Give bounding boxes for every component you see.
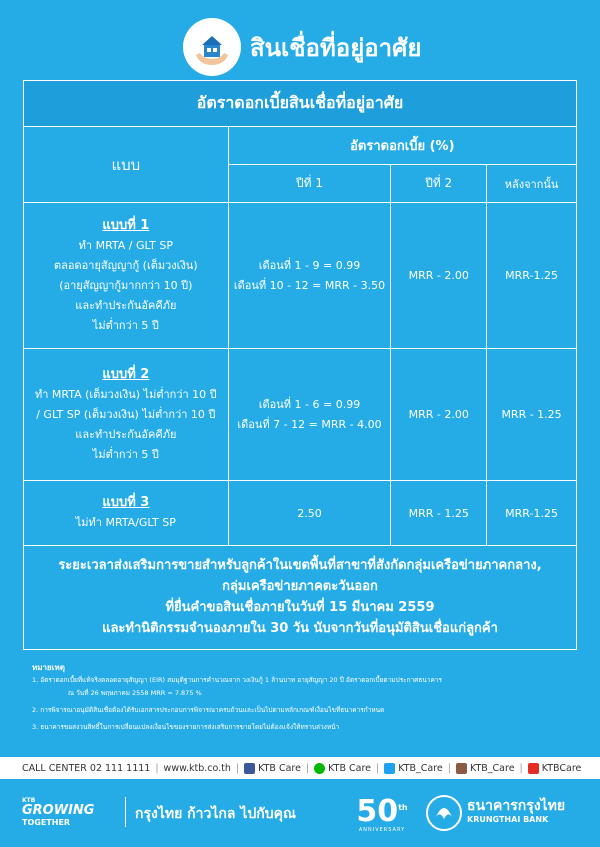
growing-together-logo: [22, 797, 122, 827]
remark-item: 2. การพิจารณาอนุมัติสินเชื่อต้องได้รับเอกสารประกอบการพิจารณาครบถ้วนและเป็นไปตามหลักเกณฑ์เงื่อนไขที่ธนาคารกำหนด: [32, 706, 385, 714]
year1-line: เดือนที่ 1 - 9 = 0.99: [258, 258, 361, 272]
plan-cell: [24, 481, 229, 546]
after-cell: MRR - 1.25: [487, 349, 577, 481]
year1-line: เดือนที่ 1 - 6 = 0.99: [258, 397, 361, 411]
plan-cell: [24, 349, 229, 481]
column-header-year1: ปีที่ 1: [228, 165, 391, 203]
twitter-link[interactable]: [384, 763, 443, 774]
line-label: KTB Care: [328, 762, 372, 774]
promo-line: กลุ่มเครือข่ายภาคตะวันออก: [222, 579, 378, 594]
bank-name-english: KRUNGTHAI BANK: [467, 815, 549, 824]
facebook-link[interactable]: [244, 763, 301, 774]
plan-desc-line: และทำประกันอัคคีภัย: [75, 298, 177, 312]
krungthai-bird-icon: [425, 793, 463, 833]
year2-cell: MRR - 2.00: [391, 349, 487, 481]
plan-desc-line: ไม่ทำ MRTA/GLT SP: [75, 516, 176, 529]
anniversary-sup: th: [398, 803, 408, 812]
year2-cell: MRR - 1.25: [391, 481, 487, 546]
instagram-link[interactable]: [456, 763, 515, 774]
plan-desc-line: และทำประกันอัคคีภัย: [75, 427, 177, 441]
plan-desc-line: ทำ MRTA / GLT SP: [78, 238, 173, 252]
promo-line: ระยะเวลาส่งเสริมการขายสำหรับลูกค้าในเขตพื้นที่สาขาที่สังกัดกลุ่มเครือข่ายภาคกลาง,: [58, 558, 542, 573]
youtube-link[interactable]: [528, 763, 582, 774]
bank-name: [467, 797, 565, 824]
interest-rate-table: [23, 80, 577, 546]
promotion-note: [23, 545, 577, 650]
year1-cell: [228, 349, 391, 481]
plan-desc-line: ทำ MRTA (เต็มวงเงิน) ไม่ต่ำกว่า 10 ปี: [34, 387, 217, 401]
header: [0, 0, 600, 80]
remark-item: 1. อัตราดอกเบี้ยที่แท้จริงตลอดอายุสัญญา (EIR) สมมุติฐานการคำนวณจาก วงเงินกู้ 1 ล้านบาท อายุสัญญา 20 ปี อัตราดอกเบี้ยตามประกาศธนาคาร: [32, 676, 442, 684]
house-hands-icon: [183, 18, 241, 76]
plan-desc-line: ไม่ต่ำกว่า 5 ปี: [92, 447, 159, 461]
remark-item: ณ วันที่ 26 พฤษภาคม 2558 MRR = 7.875 %: [68, 689, 202, 697]
year1-line: เดือนที่ 7 - 12 = MRR - 4.00: [237, 417, 382, 431]
remarks-title: หมายเหตุ: [32, 663, 65, 672]
anniversary-logo: [352, 793, 412, 833]
plan-desc-line: ไม่ต่ำกว่า 5 ปี: [92, 318, 159, 332]
table-row: [24, 349, 577, 481]
after-cell: MRR-1.25: [487, 481, 577, 546]
remarks: [32, 661, 577, 734]
column-header-rate: อัตราดอกเบี้ย (%): [228, 127, 576, 165]
year2-cell: MRR - 2.00: [391, 203, 487, 349]
table-title: อัตราดอกเบี้ยสินเชื่อที่อยู่อาศัย: [24, 81, 577, 127]
growing-label: GROWING: [22, 803, 95, 818]
ktb-small-label: KTB: [22, 797, 36, 804]
plan-title: แบบที่ 2: [102, 366, 150, 382]
plan-title: แบบที่ 3: [102, 495, 150, 510]
remark-item: 3. ธนาคารขอสงวนสิทธิ์ในการเปลี่ยนแปลงเงื่อนไขของรายการส่งเสริมการขายโดยไม่ต้องแจ้งให้ทราบล่วงหน้า: [32, 723, 340, 731]
year1-cell: 2.50: [228, 481, 391, 546]
call-center[interactable]: CALL CENTER 02 111 1111: [22, 762, 151, 774]
brand-footer: [0, 779, 600, 847]
website-link[interactable]: www.ktb.co.th: [163, 762, 231, 774]
bank-name-thai: ธนาคารกรุงไทย: [467, 798, 566, 814]
line-icon: [314, 763, 325, 774]
twitter-icon: [384, 763, 395, 774]
anniversary-text: ANNIVERSARY: [358, 827, 406, 833]
column-header-year2: ปีที่ 2: [391, 165, 487, 203]
youtube-label: KTBCare: [541, 762, 582, 774]
plan-desc-line: (อายุสัญญากู้มากกว่า 10 ปี): [59, 278, 193, 292]
line-link[interactable]: [314, 763, 371, 774]
divider: [125, 797, 126, 827]
promo-line: และทำนิติกรรมจำนองภายใน 30 วัน นับจากวันที่อนุมัติสินเชื่อแก่ลูกค้า: [102, 621, 498, 636]
youtube-icon: [528, 763, 539, 774]
twitter-label: KTB_Care: [398, 762, 443, 774]
facebook-label: KTB Care: [258, 762, 301, 774]
contact-bar: CALL CENTER 02 111 1111 | www.ktb.co.th | KTB Care | KTB Care | KTB_Care | KTB_Care | KTBCare: [0, 757, 600, 779]
table-row: [24, 481, 577, 546]
slogan: กรุงไทย ก้าวไกล ไปกับคุณ: [135, 806, 296, 822]
instagram-icon: [456, 763, 467, 774]
plan-desc-line: ตลอดอายุสัญญากู้ (เต็มวงเงิน): [54, 258, 198, 272]
together-label: TOGETHER: [22, 818, 71, 827]
column-header-type: แบบ: [24, 127, 229, 203]
instagram-label: KTB_Care: [469, 762, 515, 774]
column-header-after: หลังจากนั้น: [487, 165, 577, 203]
year1-line: เดือนที่ 10 - 12 = MRR - 3.50: [233, 278, 386, 292]
plan-desc-line: / GLT SP (เต็มวงเงิน) ไม่ต่ำกว่า 10 ปี: [36, 407, 216, 421]
facebook-icon: [244, 763, 255, 774]
anniversary-number: 50: [356, 794, 399, 829]
after-cell: MRR-1.25: [487, 203, 577, 349]
plan-title: แบบที่ 1: [102, 217, 150, 233]
page-title: สินเชื่อที่อยู่อาศัย: [250, 34, 422, 62]
year1-cell: [228, 203, 391, 349]
plan-cell: [24, 203, 229, 349]
table-row: [24, 203, 577, 349]
promo-line: ที่ยื่นคำขอสินเชื่อภายในวันที่ 15 มีนาคม 2559: [165, 600, 435, 615]
